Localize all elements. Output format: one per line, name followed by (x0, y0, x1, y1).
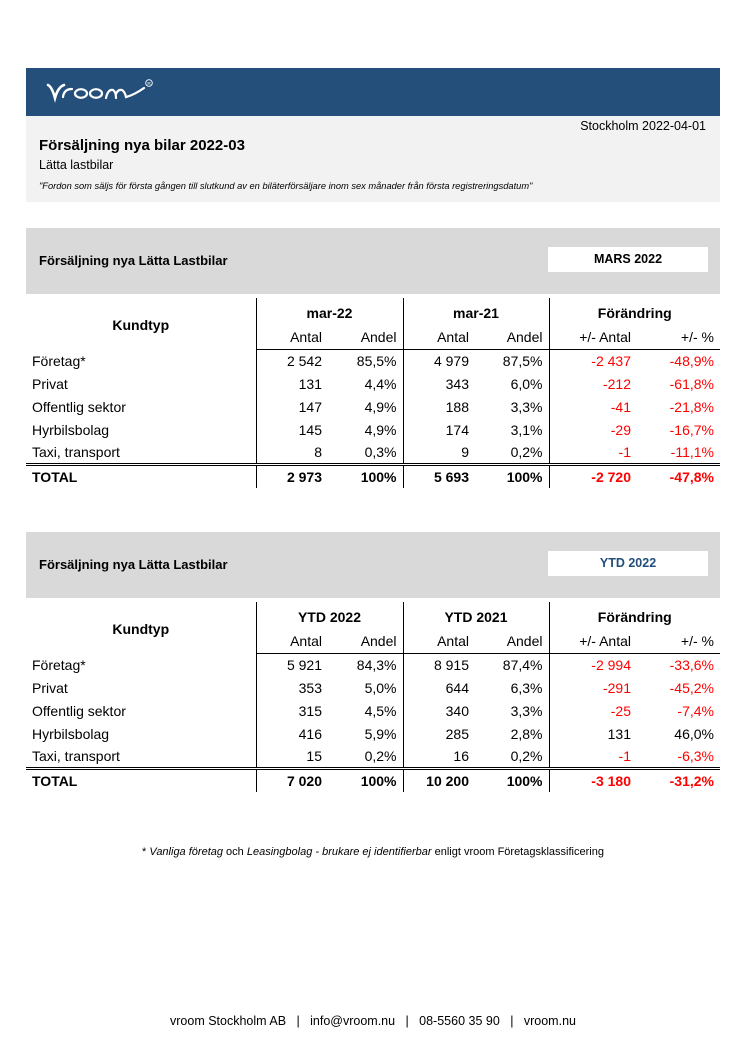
change-header: Förändring (597, 305, 672, 321)
sub-header-cell: Andel (328, 325, 403, 349)
ytd-section-band (26, 532, 720, 598)
footnote-part1: Vanliga företag (149, 846, 223, 858)
value-cell: 87,5% (475, 349, 549, 372)
sub-header-cell: Antal (403, 325, 475, 349)
value-cell: 343 (445, 375, 469, 392)
change-cell: -21,8% (669, 398, 714, 415)
sub-header-cell: Antal (256, 629, 328, 653)
total-row (26, 464, 720, 488)
value-cell: 4,4% (328, 372, 403, 395)
kundtyp-cell: Företag* (26, 653, 256, 676)
value-cell: 87,4% (475, 653, 549, 676)
sub-header-cell: Andel (328, 629, 403, 653)
ytd-period-tag: YTD 2022 (548, 551, 708, 576)
total-change-cell: -3 180 (549, 768, 637, 792)
ytd-section-title: Försäljning nya Lätta Lastbilar (39, 557, 228, 572)
value-cell: 5,0% (328, 676, 403, 699)
change-cell: 131 (607, 725, 631, 742)
value-cell: 6,3% (475, 676, 549, 699)
value-cell: 416 (298, 725, 322, 742)
table-row (26, 395, 720, 418)
value-cell: 2,8% (475, 722, 549, 745)
value-cell: 353 (298, 679, 322, 696)
sub-header-cell: +/- Antal (549, 629, 637, 653)
value-cell: 644 (445, 679, 469, 696)
value-cell: 340 (445, 702, 469, 719)
value-cell: 0,2% (475, 441, 549, 464)
period-b-header: YTD 2021 (403, 602, 549, 629)
footer-contact: vroom Stockholm AB | info@vroom.nu | 08-5560 35 90 | vroom.nu (170, 1014, 576, 1028)
change-cell: -1 (618, 443, 631, 460)
value-cell: 2 542 (286, 352, 322, 369)
value-cell: 85,5% (328, 349, 403, 372)
total-cell: 100% (475, 464, 549, 488)
table-row (26, 418, 720, 441)
value-cell: 131 (298, 375, 322, 392)
change-cell: -29 (610, 421, 631, 438)
value-cell: 5 921 (286, 656, 322, 673)
value-cell: 16 (453, 747, 469, 764)
value-cell: 145 (298, 421, 322, 438)
change-cell: -41 (610, 398, 631, 415)
kundtyp-cell: Privat (26, 676, 256, 699)
total-cell: 7 020 (256, 768, 328, 792)
value-cell: 8 915 (433, 656, 469, 673)
value-cell: 0,2% (328, 745, 403, 768)
footnote (0, 846, 746, 858)
change-cell: -33,6% (669, 656, 714, 673)
total-cell: 2 973 (256, 464, 328, 488)
value-cell: 0,3% (328, 441, 403, 464)
value-cell: 4,5% (328, 699, 403, 722)
kundtyp-cell: Taxi, transport (26, 745, 256, 768)
total-cell: 100% (328, 768, 403, 792)
period-b-header: mar-21 (403, 298, 549, 325)
footnote-and: och (226, 846, 244, 858)
value-cell: 4,9% (328, 418, 403, 441)
change-cell: -48,9% (669, 352, 714, 369)
value-cell: 315 (298, 702, 322, 719)
kundtyp-cell: Offentlig sektor (26, 395, 256, 418)
value-cell: 9 (461, 443, 469, 460)
total-label: TOTAL (26, 768, 256, 792)
table-row (26, 653, 720, 676)
total-cell: 100% (328, 464, 403, 488)
change-cell: -2 994 (591, 656, 631, 673)
change-header: Förändring (597, 609, 672, 625)
sub-header-cell: Andel (475, 325, 549, 349)
sub-header-cell: Antal (256, 325, 328, 349)
change-cell: 46,0% (674, 725, 714, 742)
kundtyp-cell: Taxi, transport (26, 441, 256, 464)
period-a-header: YTD 2022 (256, 602, 403, 629)
value-cell: 4 979 (433, 352, 469, 369)
value-cell: 147 (298, 398, 322, 415)
report-date: Stockholm 2022-04-01 (580, 119, 706, 133)
sub-header-cell: +/- % (637, 325, 720, 349)
footnote-part2: Leasingbolag - brukare ej identifierbar (246, 846, 432, 858)
total-row (26, 768, 720, 792)
value-cell: 6,0% (475, 372, 549, 395)
table-row (26, 722, 720, 745)
value-cell: 3,3% (475, 699, 549, 722)
sub-header-cell: +/- Antal (549, 325, 637, 349)
table-row (26, 441, 720, 464)
value-cell: 4,9% (328, 395, 403, 418)
change-cell: -16,7% (669, 421, 714, 438)
total-change-cell: -31,2% (637, 768, 720, 792)
kundtyp-header: Kundtyp (26, 602, 256, 653)
table-row (26, 676, 720, 699)
change-cell: -25 (610, 702, 631, 719)
table-group-header (26, 298, 720, 325)
month-section-band (26, 228, 720, 294)
change-cell: -2 437 (591, 352, 631, 369)
table-group-header (26, 602, 720, 629)
table-row (26, 349, 720, 372)
total-change-cell: -2 720 (549, 464, 637, 488)
footnote-star: * (142, 846, 147, 858)
kundtyp-cell: Företag* (26, 349, 256, 372)
total-change-cell: -47,8% (637, 464, 720, 488)
kundtyp-cell: Hyrbilsbolag (26, 722, 256, 745)
month-section-title: Försäljning nya Lätta Lastbilar (39, 253, 228, 268)
intro-block (26, 116, 720, 202)
table-row (26, 699, 720, 722)
sub-header-cell: +/- % (637, 629, 720, 653)
footnote-rest: enligt vroom Företagsklassificering (434, 846, 604, 858)
total-cell: 5 693 (403, 464, 475, 488)
change-cell: -6,3% (677, 747, 714, 764)
svg-text:R: R (147, 81, 151, 87)
month-sales-table (26, 298, 720, 488)
value-cell: 15 (306, 747, 322, 764)
table-row (26, 745, 720, 768)
kundtyp-cell: Privat (26, 372, 256, 395)
report-subtitle: Lätta lastbilar (39, 158, 114, 172)
total-cell: 100% (475, 768, 549, 792)
report-title: Försäljning nya bilar 2022-03 (39, 137, 245, 154)
page-footer (0, 1014, 746, 1028)
total-label: TOTAL (26, 464, 256, 488)
kundtyp-cell: Offentlig sektor (26, 699, 256, 722)
value-cell: 3,3% (475, 395, 549, 418)
report-definition: "Fordon som säljs för första gången till slutkund av en biläterförsäljare inom sex månader från första registreringsdatum" (39, 181, 533, 191)
change-cell: -11,1% (670, 443, 714, 460)
change-cell: -212 (602, 375, 631, 392)
kundtyp-cell: Hyrbilsbolag (26, 418, 256, 441)
value-cell: 3,1% (475, 418, 549, 441)
value-cell: 188 (445, 398, 469, 415)
month-period-tag: MARS 2022 (548, 247, 708, 272)
kundtyp-header: Kundtyp (26, 298, 256, 349)
table-row (26, 372, 720, 395)
change-cell: -291 (602, 679, 631, 696)
total-cell: 10 200 (403, 768, 475, 792)
change-cell: -45,2% (669, 679, 714, 696)
value-cell: 8 (314, 443, 322, 460)
value-cell: 0,2% (475, 745, 549, 768)
period-a-header: mar-22 (256, 298, 403, 325)
value-cell: 5,9% (328, 722, 403, 745)
value-cell: 174 (445, 421, 469, 438)
sub-header-cell: Andel (475, 629, 549, 653)
change-cell: -1 (618, 747, 631, 764)
vroom-logo (46, 78, 156, 104)
change-cell: -61,8% (669, 375, 714, 392)
sub-header-cell: Antal (403, 629, 475, 653)
value-cell: 84,3% (328, 653, 403, 676)
change-cell: -7,4% (677, 702, 714, 719)
value-cell: 285 (445, 725, 469, 742)
ytd-sales-table (26, 602, 720, 792)
